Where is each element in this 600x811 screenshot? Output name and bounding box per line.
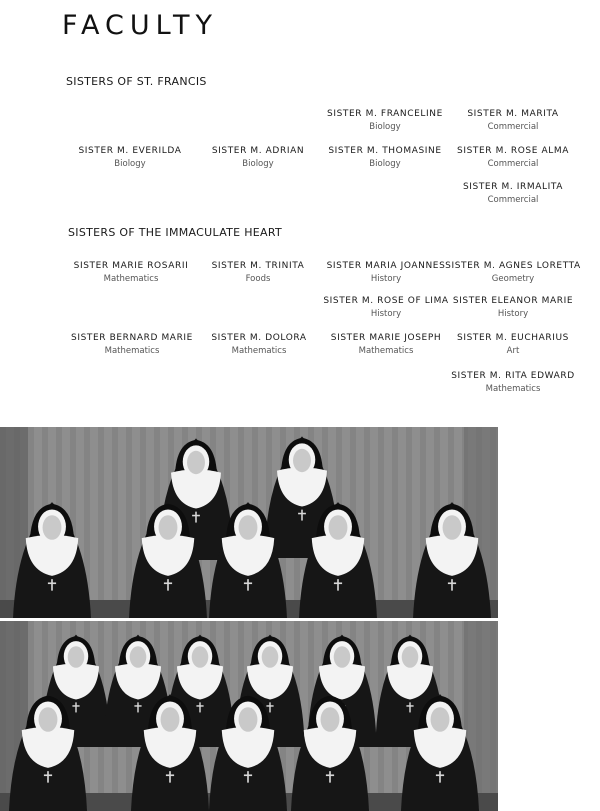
faculty-subject: Commercial (487, 159, 539, 169)
faculty-name: SISTER ELEANOR MARIE (452, 296, 574, 306)
faculty-name: SISTER M. ROSE OF LIMA (323, 296, 449, 306)
faculty-member (62, 333, 202, 356)
group-photo-st-francis (0, 427, 498, 618)
faculty-member (316, 296, 456, 319)
faculty-member (443, 333, 583, 356)
faculty-member (61, 261, 201, 284)
faculty-name: SISTER MARIA JOANNES (326, 261, 446, 271)
group-photo-st-francis-image (0, 427, 498, 618)
faculty-name: SISTER M. ROSE ALMA (457, 146, 569, 156)
group-photo-immaculate-heart-image (0, 621, 498, 811)
faculty-subject: History (370, 274, 402, 284)
faculty-subject: History (497, 309, 529, 319)
faculty-member (443, 261, 583, 284)
faculty-member (443, 146, 583, 169)
faculty-subject: Geometry (491, 274, 535, 284)
faculty-member (316, 261, 456, 284)
faculty-member (188, 146, 328, 169)
faculty-subject: Mathematics (485, 384, 541, 394)
faculty-subject: Mathematics (358, 346, 414, 356)
faculty-name: SISTER M. MARITA (467, 109, 559, 119)
faculty-name: SISTER M. IRMALITA (462, 182, 564, 192)
faculty-member (315, 146, 455, 169)
faculty-subject: Biology (242, 159, 274, 169)
faculty-subject: Biology (369, 159, 401, 169)
faculty-member (443, 109, 583, 132)
faculty-subject: Biology (369, 122, 401, 132)
faculty-name: SISTER M. AGNES LORETTA (445, 261, 581, 271)
faculty-subject: Foods (245, 274, 271, 284)
faculty-name: SISTER M. DOLORA (211, 333, 307, 343)
faculty-name: SISTER MARIE ROSARII (73, 261, 189, 271)
faculty-subject: Commercial (487, 195, 539, 205)
faculty-subject: Mathematics (103, 274, 159, 284)
faculty-subject: Biology (114, 159, 146, 169)
faculty-name: SISTER M. EVERILDA (78, 146, 182, 156)
faculty-name: SISTER MARIE JOSEPH (330, 333, 442, 343)
faculty-name: SISTER M. ADRIAN (211, 146, 305, 156)
faculty-subject: History (370, 309, 402, 319)
section-heading-st-francis: SISTERS OF ST. FRANCIS (66, 75, 207, 88)
faculty-member (443, 296, 583, 319)
faculty-subject: Mathematics (104, 346, 160, 356)
section-heading-immaculate-heart: SISTERS OF THE IMMACULATE HEART (68, 226, 283, 239)
faculty-subject: Mathematics (231, 346, 287, 356)
faculty-member (315, 109, 455, 132)
faculty-member (189, 333, 329, 356)
group-photo-immaculate-heart (0, 621, 498, 811)
faculty-name: SISTER M. THOMASINE (328, 146, 442, 156)
page-title: FACULTY (62, 10, 218, 41)
faculty-subject: Art (506, 346, 520, 356)
faculty-name: SISTER M. RITA EDWARD (451, 371, 575, 381)
faculty-name: SISTER M. TRINITA (211, 261, 305, 271)
faculty-member (316, 333, 456, 356)
faculty-name: SISTER M. EUCHARIUS (457, 333, 569, 343)
faculty-member (443, 182, 583, 205)
faculty-name: SISTER M. FRANCELINE (327, 109, 443, 119)
faculty-name: SISTER BERNARD MARIE (71, 333, 193, 343)
faculty-member (443, 371, 583, 394)
faculty-member (188, 261, 328, 284)
faculty-subject: Commercial (487, 122, 539, 132)
faculty-member (60, 146, 200, 169)
